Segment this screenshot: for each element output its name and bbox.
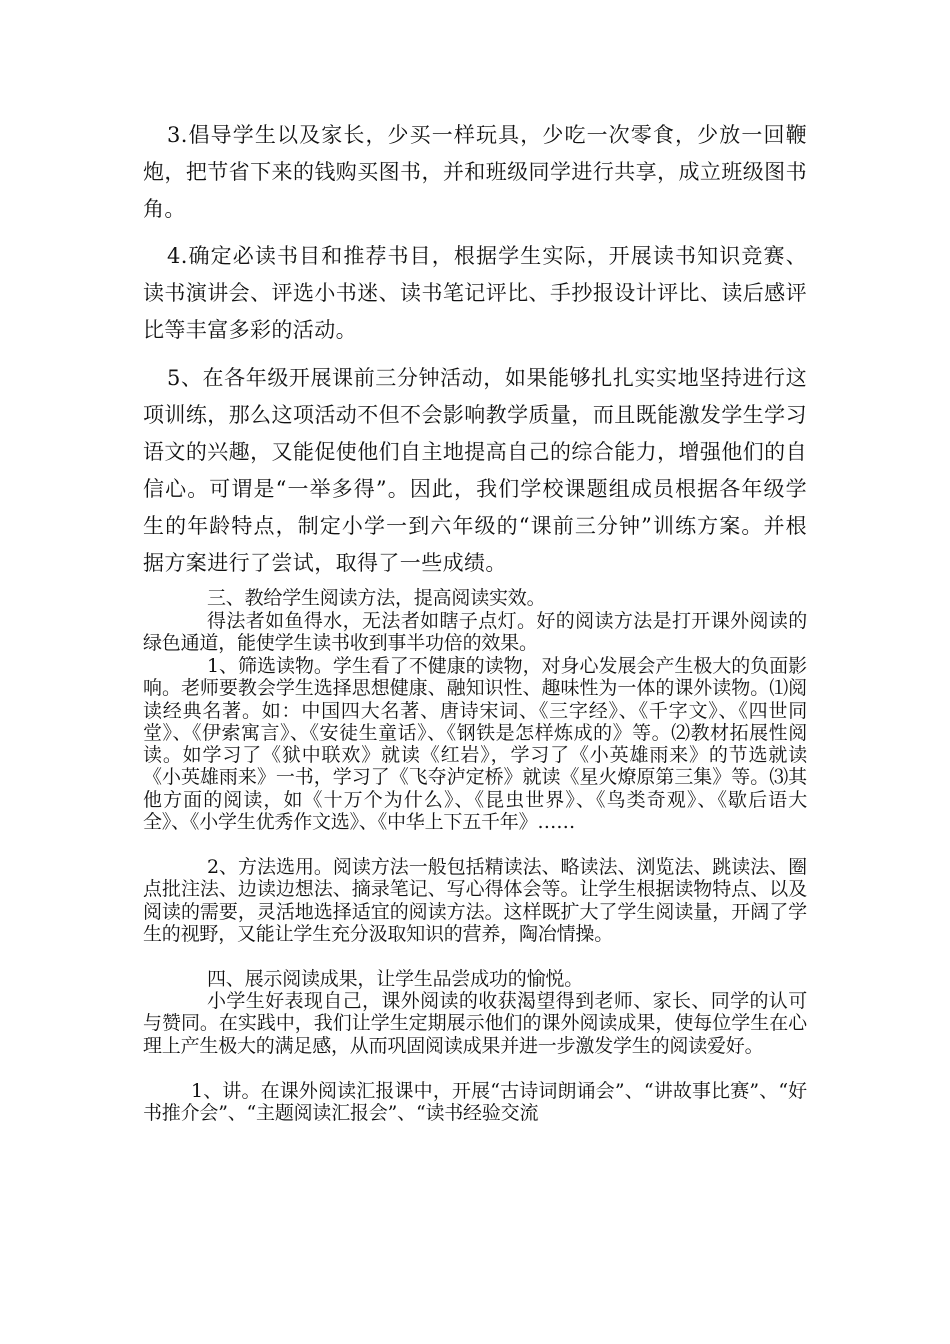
paragraph-method-choice: 2、方法选用。阅读方法一般包括精读法、略读法、浏览法、跳读法、圈点批注法、边读边想法、摘录笔记、写心得体会等。让学生根据读物特点、以及阅读的需要，灵活地选择适宜的阅读方法。这样既扩大了学生阅读量，开阔了学生的视野，又能让学生充分汲取知识的营养，陶冶情操。: [143, 856, 807, 945]
paragraph-item-3: 3.倡导学生以及家长，少买一样玩具，少吃一次零食，少放一回鞭炮，把节省下来的钱购买图书，并和班级同学进行共享，成立班级图书角。: [143, 123, 807, 221]
paragraph-speak: 1、讲。在课外阅读汇报课中，开展“古诗词朗诵会”、“讲故事比赛”、“好书推介会”、“主题阅读汇报会”、“读书经验交流: [143, 1080, 807, 1125]
paragraph-showcase-intro: 小学生好表现自己，课外阅读的收获渴望得到老师、家长、同学的认可与赞同。在实践中，我们让学生定期展示他们的课外阅读成果，使每位学生在心理上产生极大的满足感，从而巩固阅读成果并进一步激发学生的阅读爱好。: [143, 990, 807, 1057]
section-heading-four: 四、展示阅读成果，让学生品尝成功的愉悦。: [207, 968, 584, 990]
paragraph-method-intro: 得法者如鱼得水，无法者如瞎子点灯。好的阅读方法是打开课外阅读的绿色通道，能使学生读书收到事半功倍的效果。: [143, 610, 807, 655]
paragraph-select-reading: 1、筛选读物。学生看了不健康的读物，对身心发展会产生极大的负面影响。老师要教会学生选择思想健康、融知识性、趣味性为一体的课外读物。⑴阅读经典名著。如：中国四大名著、唐诗宋词、《三字经》、《千字文》、《四世同堂》、《伊索寓言》、《安徒生童话》、《钢铁是怎样炼成的》等。⑵教材拓展性阅读。如学习了《狱中联欢》就读《红岩》，学习了《小英雄雨来》的节选就读《小英雄雨来》一书，学习了《飞夺泸定桥》就读《星火燎原第三集》等。⑶其他方面的阅读，如《十万个为什么》、《昆虫世界》、《鸟类奇观》、《歇后语大全》、《小学生优秀作文选》、《中华上下五千年》……: [143, 655, 807, 834]
paragraph-item-4: 4.确定必读书目和推荐书目，根据学生实际，开展读书知识竞赛、读书演讲会、评选小书迷、读书笔记评比、手抄报设计评比、读后感评比等丰富多彩的活动。: [143, 244, 807, 342]
paragraph-item-5: 5、在各年级开展课前三分钟活动，如果能够扎扎实实地坚持进行这项训练，那么这项活动不但不会影响教学质量，而且既能激发学生学习语文的兴趣，又能促使他们自主地提高自己的综合能力，增强他们的自信心。可谓是“一举多得”。因此，我们学校课题组成员根据各年级学生的年龄特点，制定小学一到六年级的“课前三分钟”训练方案。并根据方案进行了尝试，取得了一些成绩。: [143, 366, 807, 575]
section-heading-three: 三、教给学生阅读方法，提高阅读实效。: [207, 587, 546, 609]
